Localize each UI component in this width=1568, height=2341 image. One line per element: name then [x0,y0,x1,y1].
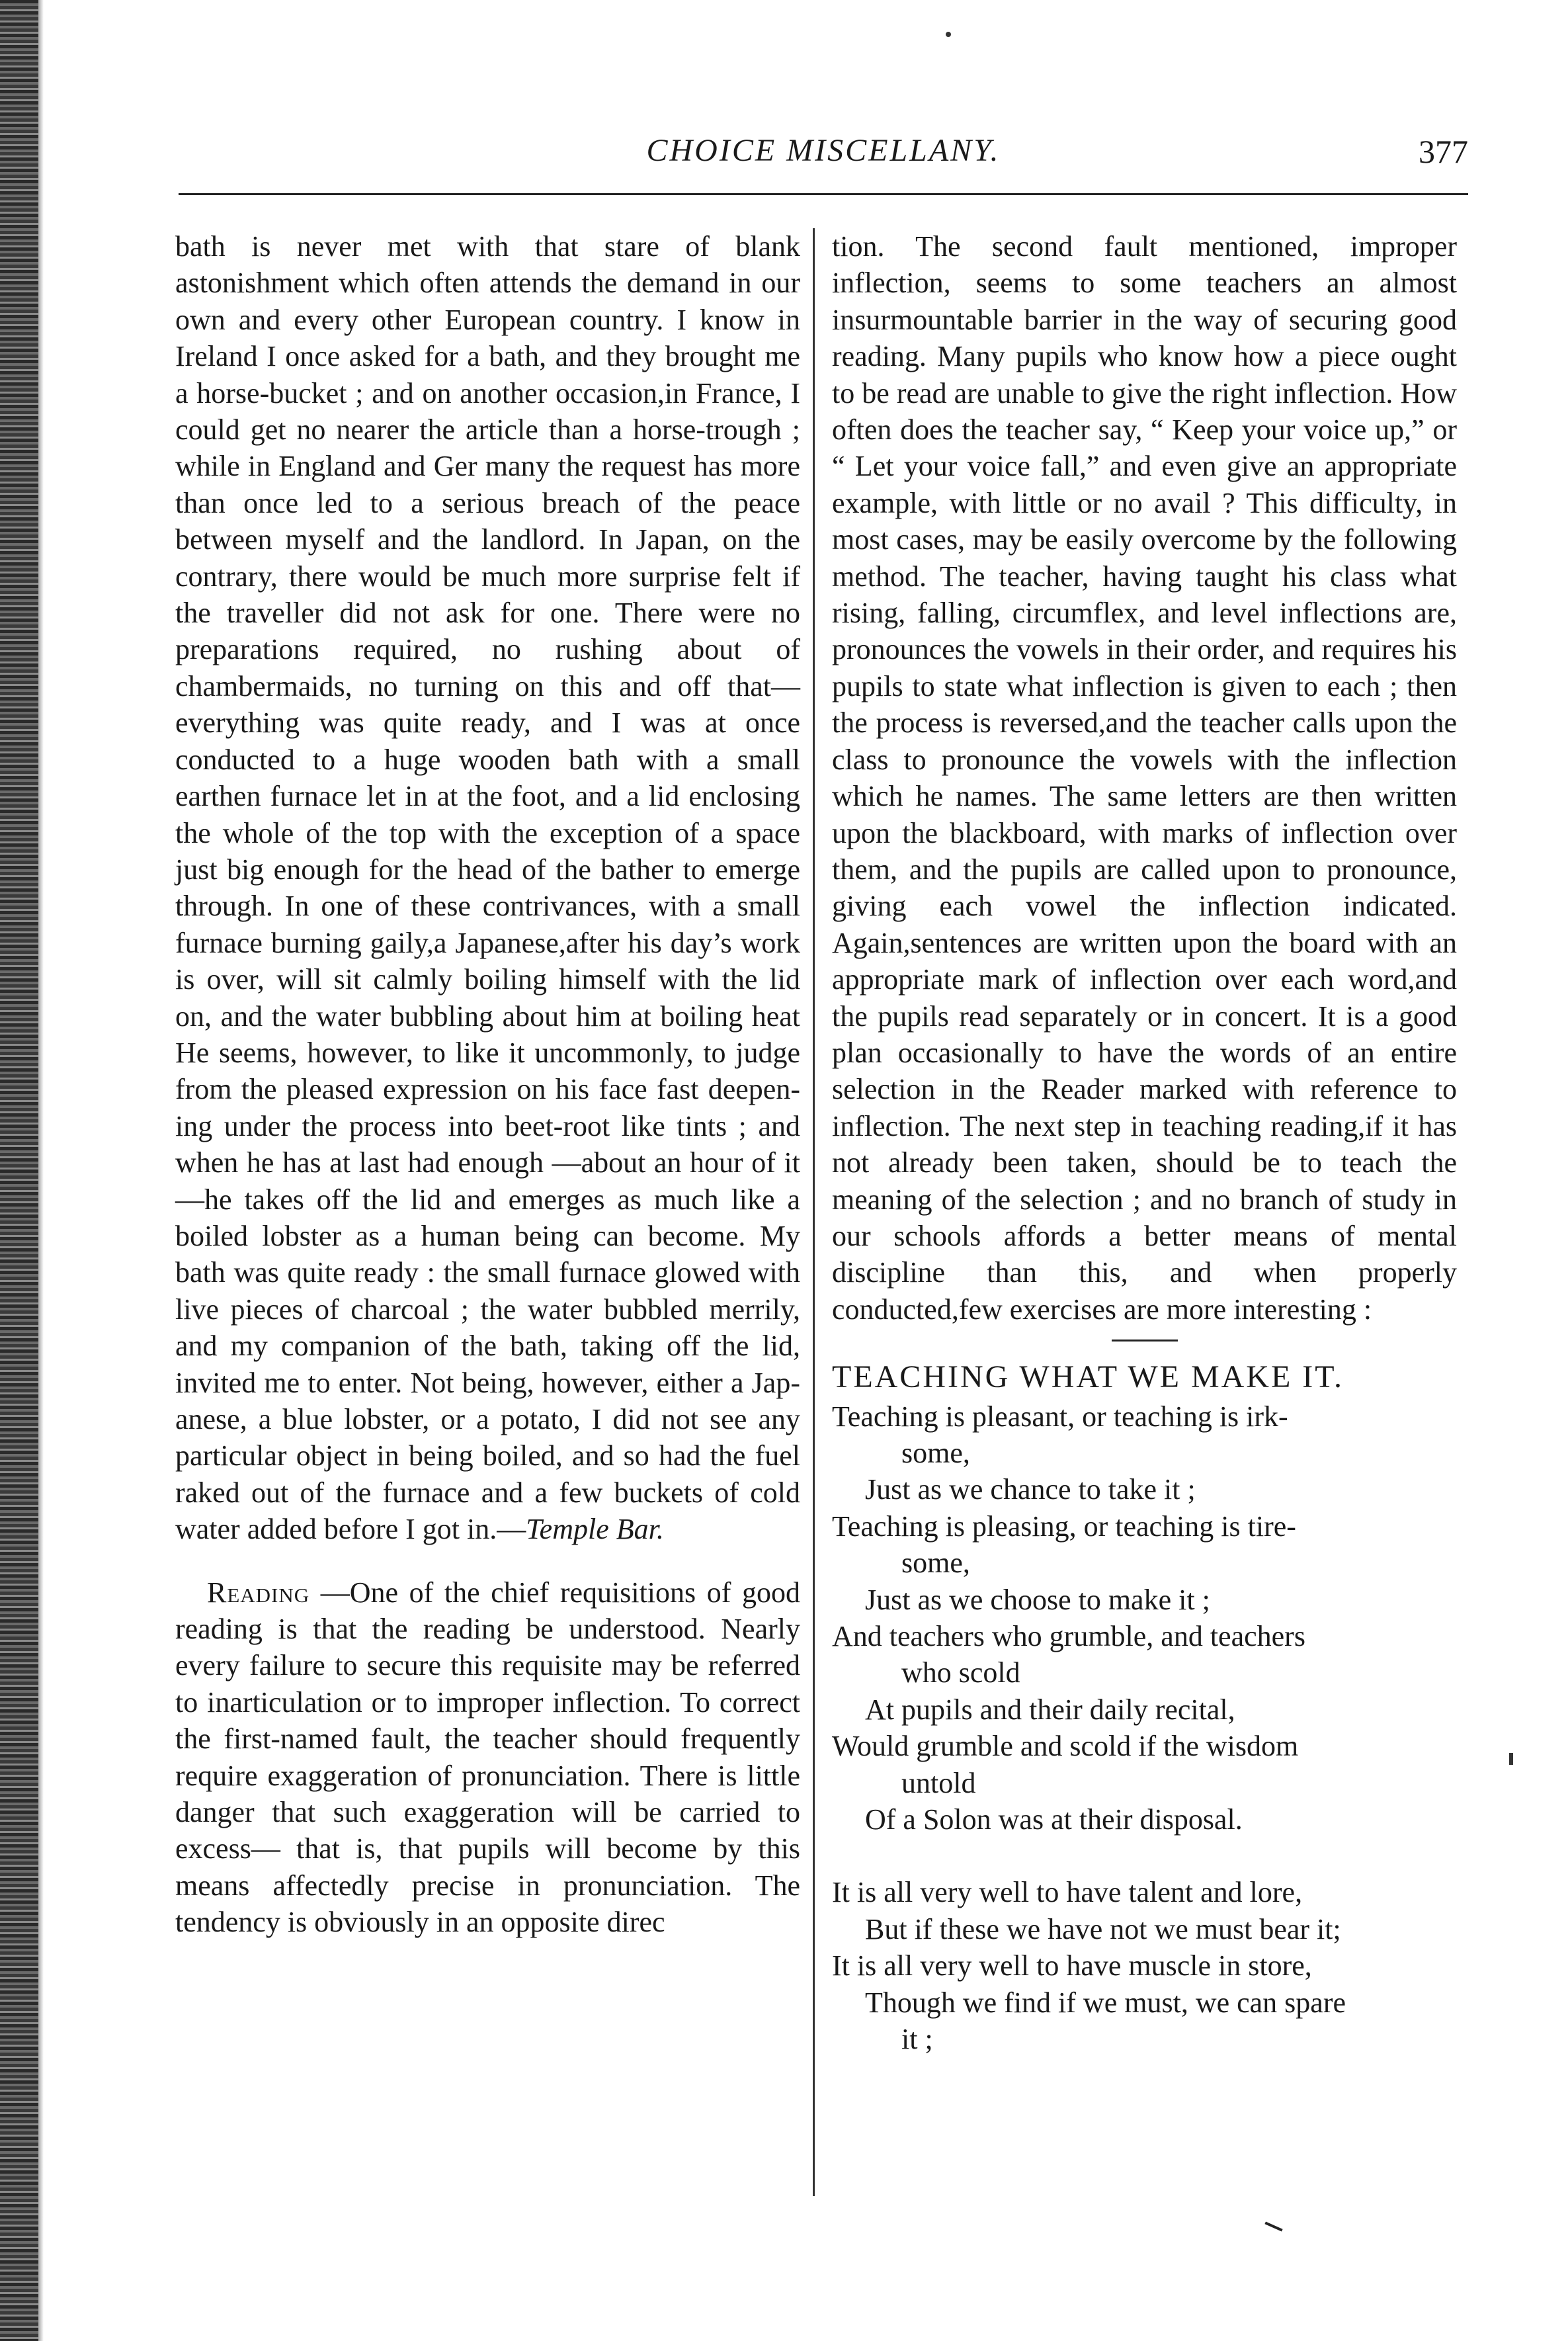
bath-article [175,228,800,1548]
left-column [175,228,800,1941]
stanza-gap [832,1838,1457,1874]
section-gap [175,1548,800,1574]
poem-line: Though we find if we must, we can spare [865,1986,1346,2019]
reading-article-text: —One of the chief requisitions of good reading is that the reading be understood. Nearly every failure to secure this requisite may be referred to inarticulation or to improper inflection. To correct the first-named fault, the teacher should frequently require exaggeration of pronunciation. There is little danger that such exaggeration will be carried to excess— that is, that pupils will become by this means affectedly precise in pronunciation. The tendency is obviously in an opposite direc [175,1576,800,1939]
poem-line: It is all very well to have muscle in store, [832,1949,1312,1982]
poem-line: But if these we have not we must bear it; [865,1912,1341,1945]
poem-line: It is all very well to have talent and lore, [832,1876,1303,1909]
print-speck [946,32,951,37]
poem-line: Teaching is pleasing, or teaching is tire- [832,1510,1296,1543]
poem-line: And teachers who grumble, and teachers [832,1620,1305,1653]
page-number: 377 [1419,133,1468,170]
bath-article-text: bath is never met with that stare of blank astonishment which often attends the demand in our own and every other European country. I know in Ireland I once asked for a bath, and they brought me a horse-bucket ; and on another occasion,in France, I could get no nearer the article than a horse-trough ; while in England and Ger many the request has more than once led to a serious breach of the peace between myself and the landlord. In Japan, on the contrary, there would be much more surprise felt if the traveller did not ask for one. There were no preparations required, no rushing about of chambermaids, no turning on this and off that—everything was quite ready, and I was at once conducted to a huge wooden bath with a small earthen furnace let in at the foot, and a lid enclosing the whole of the top with the exception of a space just big enough for the head of the bather to emerge through. In one of these contrivances, with a small furnace burning gaily,a Japanese,after his day’s work is over, will sit calmly boiling himself with the lid on, and the water bubbling about him at boiling heat He seems, however, to like it uncommonly, to judge from the pleased expression on his face fast deepening under the process into beet-root like tints ; and when he has at last had enough —about an hour of it—he takes off the lid and emerges as much like a boiled lobster as a human being can become. My bath was quite ready : the small furnace glowed with live pieces of charcoal ; the water bubbled merrily, and my companion of the bath, taking off the lid, invited me to enter. Not being, however, either a Japanese, a blue lobster, or a potato, I did not see any particular object in being boiled, and so had the fuel raked out of the furnace and a few buckets of cold water added before I got in.— [175,230,800,1546]
print-mark [1264,2221,1282,2231]
page-header [179,132,1468,192]
poem-line: untold [901,1766,976,1799]
poem-title: TEACHING WHAT WE MAKE IT. [832,1359,1344,1395]
poem-line: Of a Solon was at their disposal. [865,1803,1243,1836]
reading-article [175,1574,800,1941]
print-speck [1509,1753,1513,1765]
poem-line: Just as we chance to take it ; [865,1473,1196,1506]
header-rule [179,193,1468,195]
right-column [832,228,1457,2058]
column-divider [813,228,815,2196]
reading-heading: Reading [207,1576,310,1609]
poem-line: some, [901,1437,970,1469]
poem [832,1398,1457,2058]
poem-line: Would grumble and scold if the wisdom [832,1730,1299,1763]
poem-line: it ; [901,2023,933,2056]
poem-line: who scold [901,1656,1020,1689]
bath-article-source: Temple Bar. [526,1513,664,1546]
poem-line: some, [901,1547,970,1580]
reading-article-continued: tion. The second fault mentioned, improper inflection, seems to some teachers an almost insurmountable barrier in the way of securing good reading. Many pupils who know how a piece ought to be read are unable to give the right inflection. How often does the teacher say, “ Keep your voice up,” or “ Let your voice fall,” and even give an appropriate example, with little or no avail ? This difficulty, in most cases, may be easily overcome by the following method. The teacher, having taught his class what rising, falling, circumflex, and level inflections are, pronounces the vowels in their order, and requires his pupils to state what inflection is given to each ; then the process is reversed,and the teacher calls upon the class to pronounce the vowels with the inflection which he names. The same letters are then written upon the blackboard, with marks of inflection over them, and the pupils are called upon to pronounce, giving each vowel the inflection indicated. Again,sentences are written upon the board with an appropriate mark of inflection over each word,and the pupils read separately or in concert. It is a good plan occasionally to have the words of an entire selection in the Reader marked with reference to inflection. The next step in teaching reading,if it has not already been taken, should be to teach the meaning of the selection ; and no branch of study in our schools affords a better means of mental discipline than this, and when properly conducted,few exercises are more interesting : [832,230,1457,1326]
section-rule [1112,1340,1178,1341]
book-binding-edge [0,0,38,2341]
poem-line: Just as we choose to make it ; [865,1583,1210,1616]
running-title: CHOICE MISCELLANY. [646,133,1001,168]
poem-line: At pupils and their daily recital, [865,1693,1235,1726]
poem-line: Teaching is pleasant, or teaching is irk- [832,1400,1288,1433]
